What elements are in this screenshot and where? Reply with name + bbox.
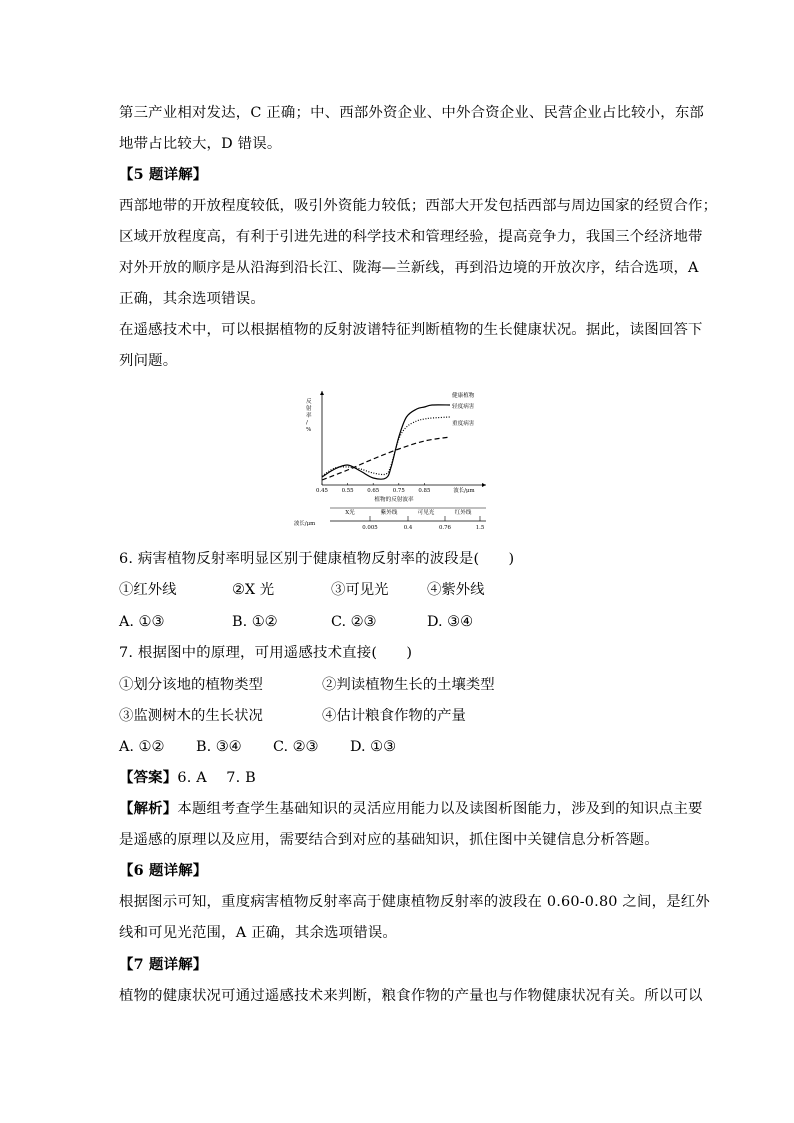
x-axis-label: 植物的反射波率 <box>374 497 414 503</box>
series-label: 重度病害 <box>452 421 475 427</box>
spectrum-tick-label: 0.005 <box>362 525 378 531</box>
q7-item-4: ④估计粮食作物的产量 <box>322 708 466 724</box>
text-line: 西部地带的开放程度较低，吸引外资能力较低；西部大开发包括西部与周边国家的经贸合作； <box>119 198 718 214</box>
text-line: 列问题。 <box>119 353 178 369</box>
spectrum-tick-label: 0.76 <box>438 525 452 531</box>
q7-item-2: ②判读植物生长的土壤类型 <box>322 677 495 693</box>
x-tick-label: 0.45 <box>315 488 329 494</box>
q6-item-2: ②X 光 <box>232 582 275 598</box>
series-label: 轻度病害 <box>452 404 475 410</box>
answer-line <box>119 768 679 788</box>
text-line: 第三产业相对发达，C 正确；中、西部外资企业、中外合资企业、民营企业占比较小，东部 <box>119 105 705 121</box>
q6-item-3: ③可见光 <box>331 582 389 598</box>
series-line-2 <box>322 437 450 480</box>
series-line-1 <box>322 417 450 476</box>
q7-choice-b: B. ③④ <box>196 739 242 755</box>
q7-choice-c: C. ②③ <box>273 739 319 755</box>
text-line: 对外开放的顺序是从沿海到沿长江、陇海—兰新线，再到沿边境的开放次序，结合选项，A <box>119 260 699 276</box>
spectrum-tick-label: 1.5 <box>475 525 485 531</box>
reflectance-chart <box>290 385 500 535</box>
text-line: 地带占比较大，D 错误。 <box>119 136 282 152</box>
q7-item-3: ③监测树木的生长状况 <box>119 708 263 724</box>
spectrum-band-label: 紫外线 <box>380 510 398 516</box>
y-axis-label: 反射率/ % <box>306 399 312 433</box>
text-line: 在遥感技术中，可以根据植物的反射波谱特征判断植物的生长健康状况。据此，读图回答下 <box>119 322 703 338</box>
spectrum-band-label: X光 <box>345 510 355 516</box>
q7-choice-a: A. ①② <box>119 739 165 755</box>
section-heading: 【5 题详解】 <box>119 166 208 183</box>
question-6-stem: 6. 病害植物反射率明显区别于健康植物反射率的波段是( ) <box>119 551 515 567</box>
series-line-0 <box>322 405 450 479</box>
q7-choice-d: D. ①③ <box>350 739 396 755</box>
detail-6-line-2: 线和可见光范围，A 正确，其余选项错误。 <box>119 925 397 941</box>
analysis-line-2: 是遥感的原理以及应用，需要结合到对应的基础知识，抓住图中关键信息分析答题。 <box>119 832 659 848</box>
series-label: 健康植物 <box>452 393 475 399</box>
spectrum-band-label: 可见光 <box>417 510 435 516</box>
q6-item-4: ④紫外线 <box>427 582 485 598</box>
chart-svg <box>290 385 500 535</box>
analysis-line-1 <box>119 799 703 819</box>
q6-item-1: ①红外线 <box>119 582 177 598</box>
q6-choice-b: B. ①② <box>232 614 278 630</box>
detail-7-line-1: 植物的健康状况可通过遥感技术来判断，粮食作物的产量也与作物健康状况有关。所以可以 <box>119 988 703 1004</box>
detail-7-heading: 【7 题详解】 <box>119 956 208 973</box>
detail-6-heading: 【6 题详解】 <box>119 862 208 879</box>
detail-6-line-1: 根据图示可知，重度病害植物反射率高于健康植物反射率的波段在 0.60-0.80 之间，是红外 <box>119 894 710 910</box>
spectrum-band-label: 红外线 <box>454 510 472 516</box>
q6-choice-c: C. ②③ <box>331 614 377 630</box>
x-tick-label: 0.65 <box>367 488 380 494</box>
x-unit-label: 波长/μm <box>453 488 475 494</box>
q6-choice-d: D. ③④ <box>427 614 473 630</box>
x-tick-label: 0.55 <box>341 488 354 494</box>
analysis-text-1: 本题组考查学生基础知识的灵活应用能力以及读图析图能力，涉及到的知识点主要 <box>177 801 703 817</box>
x-tick-label: 0.75 <box>392 488 405 494</box>
text-line: 正确，其余选项错误。 <box>119 291 265 307</box>
spectrum-tick-label: 0.4 <box>403 525 413 531</box>
answer-text: 6. A 7. B <box>177 770 256 786</box>
q7-item-1: ①划分该地的植物类型 <box>119 677 263 693</box>
x-axis-arrow <box>482 483 486 487</box>
analysis-label: 【解析】 <box>119 800 178 817</box>
spectrum-unit-label: 波长/μm <box>294 521 316 527</box>
question-7-stem: 7. 根据图中的原理，可用遥感技术直接( ) <box>119 645 413 661</box>
q6-choice-a: A. ①③ <box>119 614 165 630</box>
x-tick-label: 0.85 <box>418 488 431 494</box>
answer-label: 【答案】 <box>119 769 178 786</box>
y-axis-arrow <box>320 391 324 395</box>
text-line: 区域开放程度高，有利于引进先进的科学技术和管理经验，提高竞争力，我国三个经济地带 <box>119 229 703 245</box>
